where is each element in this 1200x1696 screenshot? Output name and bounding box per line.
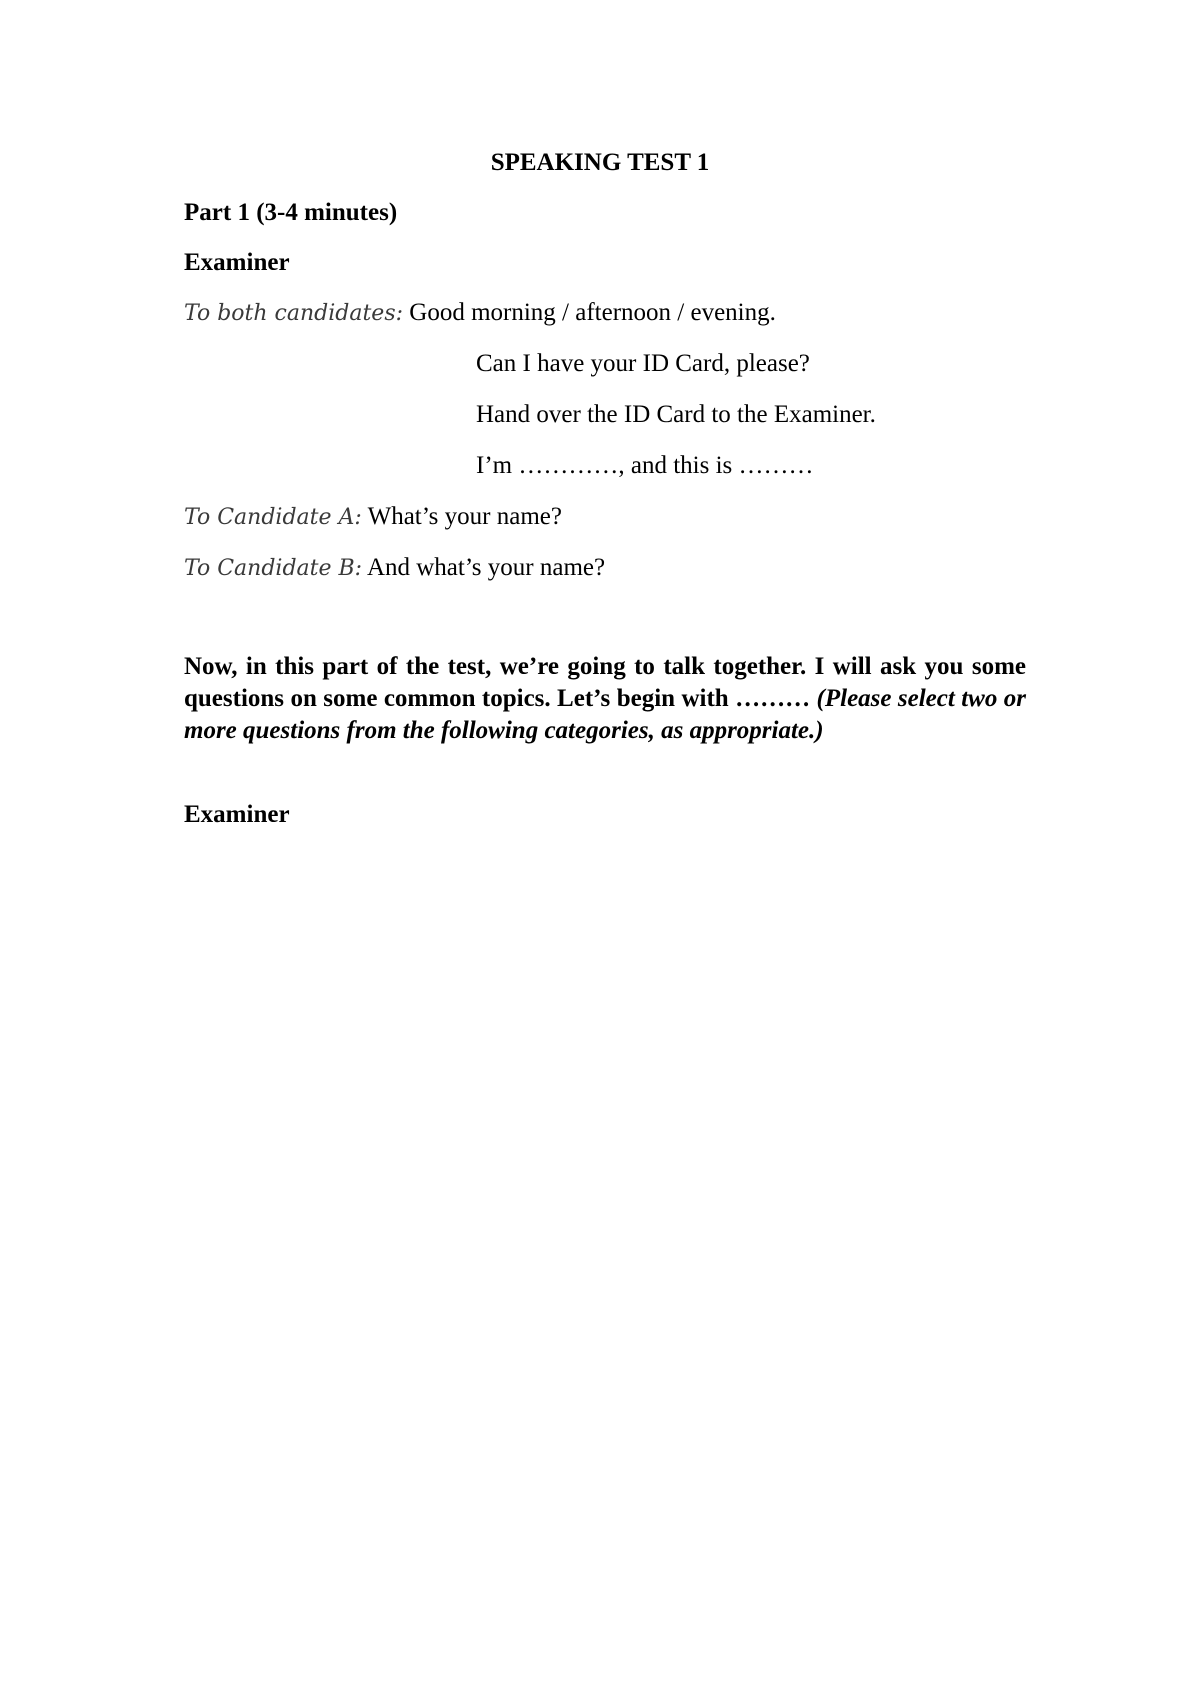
speaker-label: To Candidate A: <box>184 505 362 530</box>
introduction-line: I’m …………, and this is ……… <box>476 452 814 479</box>
id-card-instruction: Hand over the ID Card to the Examiner. <box>476 401 876 428</box>
greeting-line <box>184 298 776 329</box>
speaker-label: To both candidates: <box>184 301 404 326</box>
part-heading: Part 1 (3-4 minutes) <box>184 199 398 226</box>
candidate-b-line <box>184 553 605 584</box>
speaker-label: To Candidate B: <box>184 556 363 581</box>
instructions-note: (Please select two or more questions from the following categories, as appropriate.) <box>184 685 1026 744</box>
instructions-text: Now, in this part of the test, we’re going to talk together. I will ask you some questions on some common topics. Let’s begin with ……… <box>184 653 1026 712</box>
examiner-label-2: Examiner <box>184 801 290 828</box>
id-card-request: Can I have your ID Card, please? <box>476 350 810 377</box>
instructions-paragraph <box>184 651 1026 747</box>
candidate-a-line <box>184 502 562 533</box>
candidate-a-question: What’s your name? <box>361 503 562 530</box>
examiner-label: Examiner <box>184 249 290 276</box>
candidate-b-question: And what’s your name? <box>362 554 606 581</box>
greeting-text: Good morning / afternoon / evening. <box>403 299 776 326</box>
page-title: SPEAKING TEST 1 <box>490 149 710 176</box>
